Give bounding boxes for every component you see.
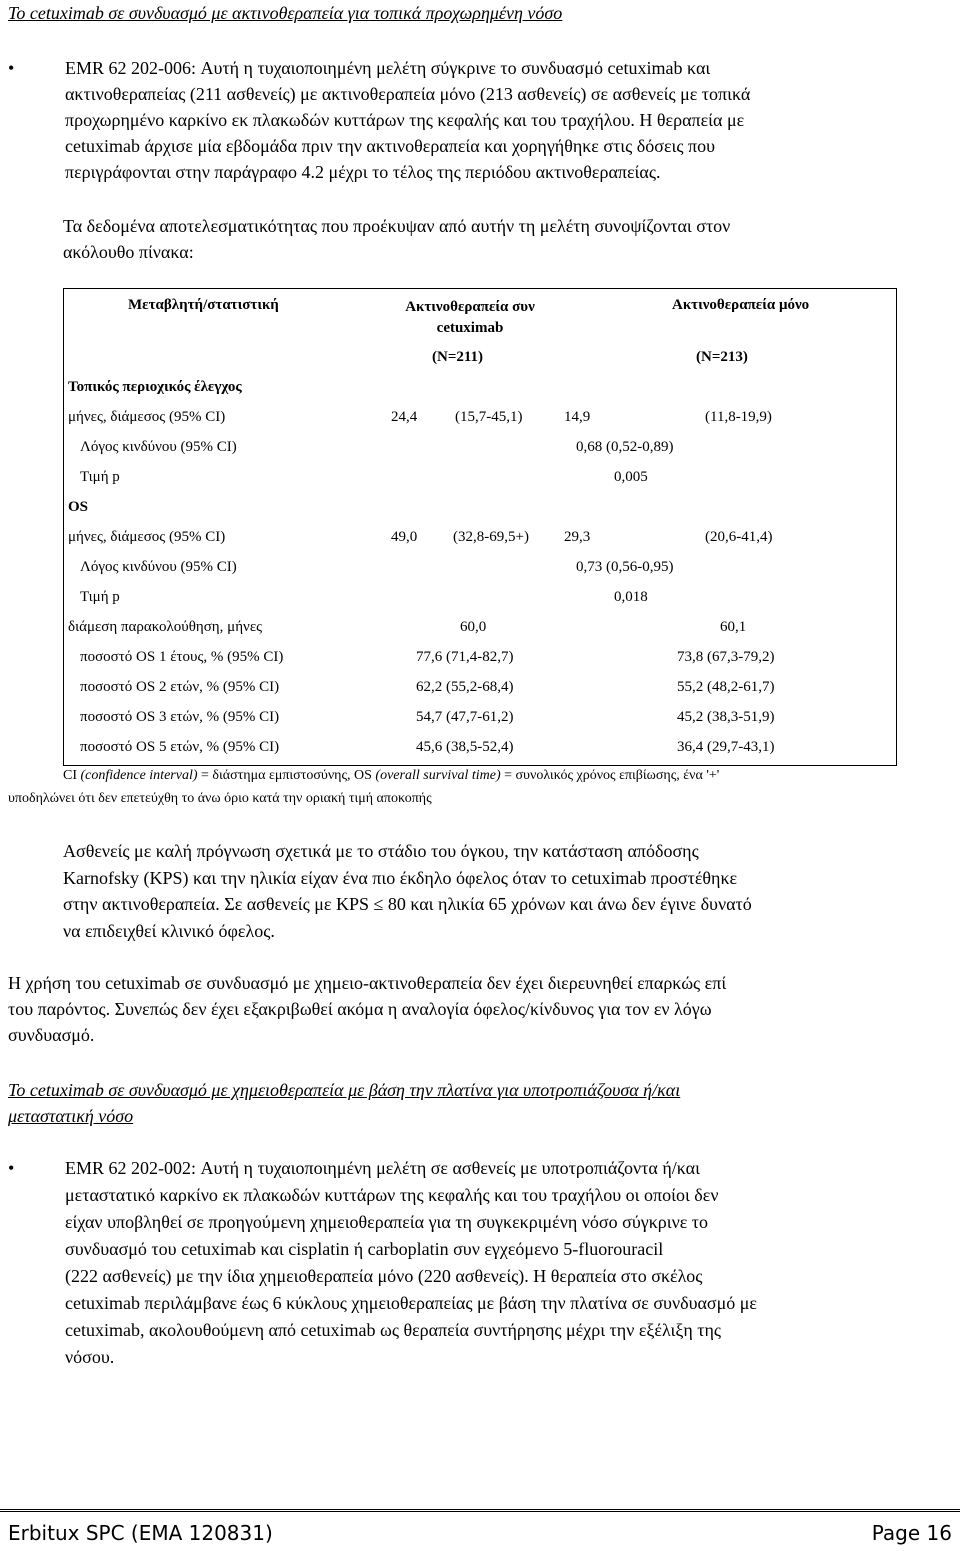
text-line: cetuximab περιλάμβανε έως 6 κύκλους χημειοθεραπείας με βάση την πλατίνα σε συνδυασμό με (65, 1293, 757, 1313)
os-rate-combo: 54,7 (47,7-61,2) (416, 709, 514, 725)
footnote-line2: υποδηλώνει ότι δεν επετεύχθη το άνω όριο κατά την οριακή τιμή αποκοπής (8, 791, 432, 806)
text-line: προχωρημένο καρκίνο εκ πλακωδών κυττάρων της κεφαλής και του τραχήλου. Η θεραπεία με (65, 110, 745, 130)
footer-page-number: Page 16 (871, 1521, 952, 1545)
column-header-variable: Μεταβλητή/στατιστική (128, 297, 279, 313)
column-header-combo (382, 297, 558, 339)
text-line: EMR 62 202-006: Αυτή η τυχαιοποιημένη μελέτη σύγκρινε το συνδυασμό cetuximab και (65, 58, 711, 78)
bullet-icon: • (8, 58, 15, 78)
lrc-section-title: Τοπικός περιοχικός έλεγχος (68, 379, 242, 395)
lrc-median-label: μήνες, διάμεσος (95% CI) (68, 409, 226, 425)
bullet-icon: • (8, 1158, 15, 1178)
text-line: EMR 62 202-002: Αυτή η τυχαιοποιημένη μελέτη σε ασθενείς με υποτροπιάζοντα ή/και (65, 1158, 700, 1178)
os-rate-label: ποσοστό OS 1 έτους, % (95% CI) (80, 649, 284, 665)
heading-line: Το cetuximab σε συνδυασμό με χημειοθεραπεία με βάση την πλατίνα για υποτροπιάζουσα ή/και (8, 1080, 681, 1100)
text-line: συνδυασμό του cetuximab και cisplatin ή carboplatin συν εγχεόμενο 5-fluorouracil (65, 1239, 664, 1259)
os-rate-rt: 45,2 (38,3-51,9) (677, 709, 775, 725)
column-header-rt-only: Ακτινοθεραπεία μόνο (672, 297, 810, 313)
text-line: (222 ασθενείς) με την ίδια χημειοθεραπεία μόνο (220 ασθενείς). Η θεραπεία στο σκέλος (65, 1266, 703, 1286)
text-line: μεταστατικό καρκίνο εκ πλακωδών κυττάρων της κεφαλής και του τραχήλου οι οποίοι δεν (65, 1185, 719, 1205)
lrc-median-rt: 14,9 (564, 409, 591, 425)
footer-document-id: Erbitux SPC (EMA 120831) (8, 1521, 273, 1545)
os-median-rt: 29,3 (564, 529, 591, 545)
text-line: Ασθενείς με καλή πρόγνωση σχετικά με το στάδιο του όγκου, την κατάσταση απόδοσης (63, 841, 699, 861)
heading-line: μεταστατική νόσο (8, 1106, 134, 1126)
lrc-median-combo: 24,4 (391, 409, 418, 425)
lrc-hr-label: Λόγος κινδύνου (95% CI) (80, 439, 237, 455)
os-rate-combo: 77,6 (71,4-82,7) (416, 649, 514, 665)
footnote-ci-def: = διάστημα εμπιστοσύνης, (197, 768, 355, 783)
followup-label: διάμεση παρακολούθηση, μήνες (68, 619, 263, 635)
study-006-description (65, 55, 953, 185)
study-006-bullet (8, 55, 953, 190)
text-line: ακόλουθο πίνακα: (63, 242, 194, 262)
text-line: cetuximab άρχισε μία εβδομάδα πριν την ακτινοθεραπεία και χορηγήθηκε στις δόσεις που (65, 136, 715, 156)
os-hr-value: 0,73 (0,56-0,95) (576, 559, 674, 575)
footnote-ci-term: (confidence interval) (80, 768, 198, 783)
os-rate-combo: 45,6 (38,5-52,4) (416, 739, 514, 755)
text-line: να επιδειχθεί κλινικό όφελος. (63, 920, 275, 941)
followup-rt: 60,1 (720, 619, 747, 635)
text-line: του παρόντος. Συνεπώς δεν έχει εξακριβωθεί ακόμα η αναλογία όφελος/κίνδυνος για τον εν λόγω (8, 999, 712, 1019)
text-line: cetuximab, ακολουθούμενη από cetuximab ως θεραπεία συντήρησης μέχρι την εξέλιξη της (65, 1320, 722, 1340)
os-rate-rt: 73,8 (67,3-79,2) (677, 649, 775, 665)
lrc-p-label: Τιμή p (80, 469, 120, 485)
text-line: συνδυασμό. (8, 1025, 95, 1045)
text-line: ακτινοθεραπείας (211 ασθενείς) με ακτινοθεραπεία μόνο (213 ασθενείς) σε ασθενείς με τοπικά (65, 84, 751, 104)
lrc-p-value: 0,005 (614, 469, 648, 485)
os-p-label: Τιμή p (80, 589, 120, 605)
table-footnote (8, 764, 958, 810)
footnote-os-abbr: OS (354, 768, 372, 783)
efficacy-results-table (63, 288, 897, 766)
footer-divider (0, 1509, 960, 1512)
n-combo: (N=211) (432, 349, 484, 365)
chemoradiotherapy-paragraph (8, 970, 953, 1048)
footnote-ci-abbr: CI (63, 768, 77, 783)
table-intro-paragraph (63, 213, 958, 265)
section-heading-recurrent-disease (8, 1077, 680, 1129)
text-line: Τα δεδομένα αποτελεσματικότητας που προέκυψαν από αυτήν τη μελέτη συνοψίζονται στον (63, 216, 731, 236)
os-hr-label: Λόγος κινδύνου (95% CI) (80, 559, 237, 575)
n-rt-only: (N=213) (696, 349, 748, 365)
text-line: είχαν υποβληθεί σε προηγούμενη χημειοθεραπεία για τη συγκεκριμένη νόσο σύγκρινε το (65, 1212, 709, 1232)
text-line: στην ακτινοθεραπεία. Σε ασθενείς με KPS ≤ 80 και ηλικία 65 χρόνων και άνω δεν έγινε δυνατό (63, 894, 752, 914)
os-section-title: OS (68, 499, 89, 515)
os-rate-combo: 62,2 (55,2-68,4) (416, 679, 514, 695)
text-line: νόσου. (65, 1347, 115, 1367)
study-002-bullet (8, 1155, 953, 1370)
os-ci-combo: (32,8-69,5+) (453, 529, 529, 545)
text-line: Η χρήση του cetuximab σε συνδυασμό με χημειο-ακτινοθεραπεία δεν έχει διερευνηθεί επαρκώς επί (8, 973, 727, 993)
os-rate-rt: 55,2 (48,2-61,7) (677, 679, 775, 695)
footnote-line1 (63, 764, 958, 787)
lrc-ci-rt: (11,8-19,9) (705, 409, 772, 425)
os-median-combo: 49,0 (391, 529, 418, 545)
lrc-hr-value: 0,68 (0,52-0,89) (576, 439, 674, 455)
footnote-os-term: (overall survival time) (375, 768, 501, 783)
os-median-label: μήνες, διάμεσος (95% CI) (68, 529, 226, 545)
os-rate-rt: 36,4 (29,7-43,1) (677, 739, 775, 755)
os-rate-label: ποσοστό OS 2 ετών, % (95% CI) (80, 679, 280, 695)
os-rate-label: ποσοστό OS 3 ετών, % (95% CI) (80, 709, 280, 725)
os-p-value: 0,018 (614, 589, 648, 605)
footnote-os-def: = συνολικός χρόνος επιβίωσης, ένα '+' (500, 768, 720, 783)
followup-combo: 60,0 (460, 619, 487, 635)
text-line: Karnofsky (KPS) και την ηλικία είχαν ένα πιο έκδηλο όφελος όταν το cetuximab προστέθηκε (63, 867, 738, 888)
study-002-description (65, 1155, 953, 1371)
column-header-combo-line1: Ακτινοθεραπεία συν (405, 299, 535, 315)
section-heading-local-disease: Το cetuximab σε συνδυασμό με ακτινοθεραπεία για τοπικά προχωρημένη νόσο (8, 3, 563, 23)
os-ci-rt: (20,6-41,4) (705, 529, 773, 545)
kps-paragraph (63, 838, 958, 944)
os-rate-label: ποσοστό OS 5 ετών, % (95% CI) (80, 739, 280, 755)
lrc-ci-combo: (15,7-45,1) (455, 409, 523, 425)
column-header-combo-line2: cetuximab (436, 320, 504, 336)
text-line: περιγράφονται στην παράγραφο 4.2 μέχρι το τέλος της περιόδου ακτινοθεραπείας. (65, 162, 661, 182)
